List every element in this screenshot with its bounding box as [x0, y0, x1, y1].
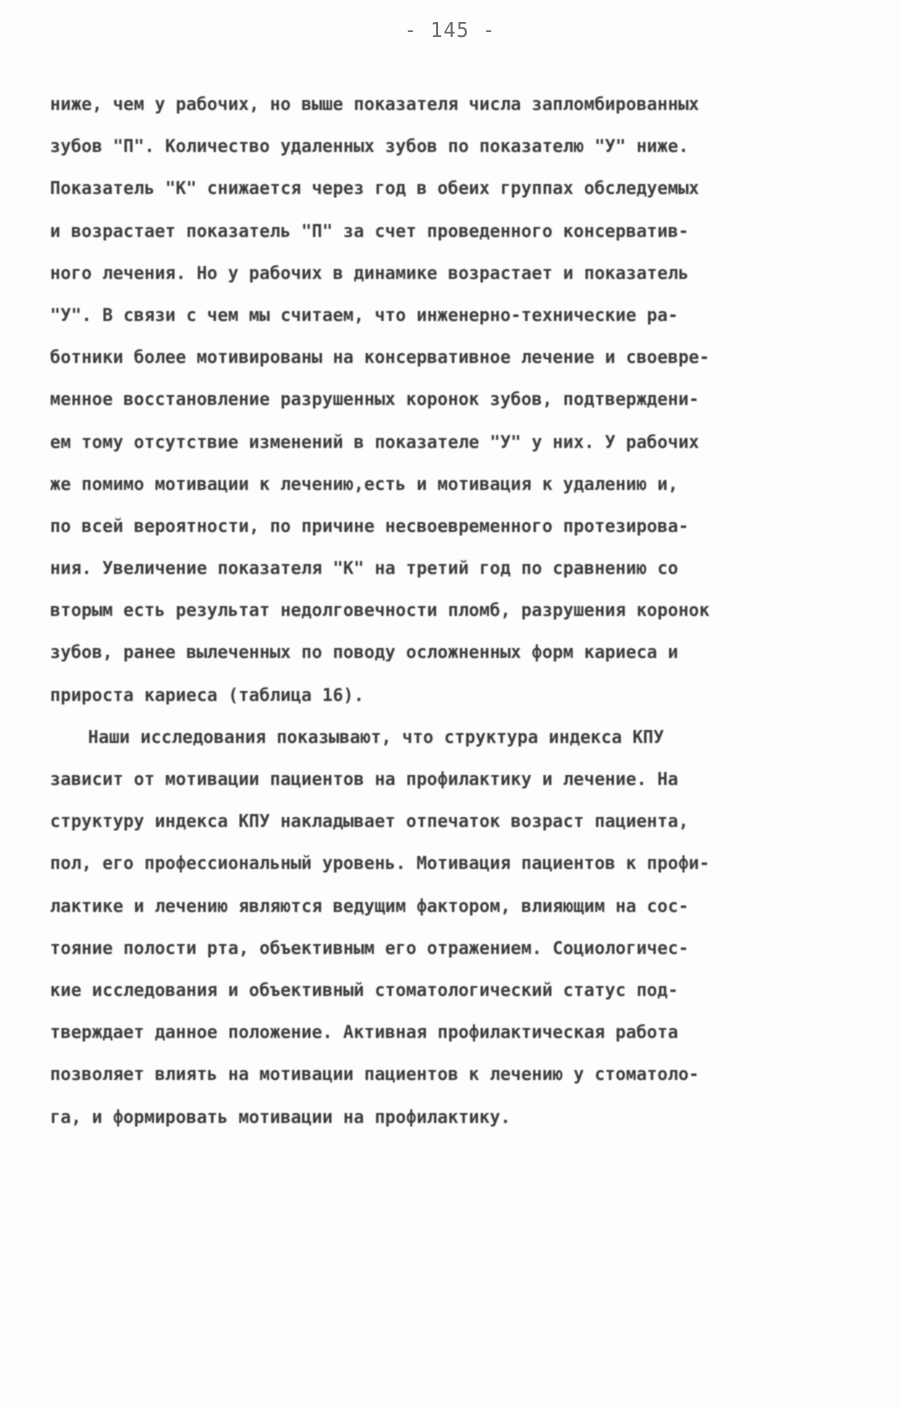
- text-line: пол, его профессиональный уровень. Мотивация пациентов к профи-: [50, 854, 710, 875]
- text-line: ботники более мотивированы на консервативное лечение и своевре-: [50, 348, 710, 369]
- text-line: тояние полости рта, объективным его отражением. Социологичес-: [50, 938, 689, 959]
- text-line: по всей вероятности, по причине несвоевременного протезирова-: [50, 516, 689, 537]
- text-line: структуру индекса КПУ накладывает отпечаток возраст пациента,: [50, 812, 689, 833]
- text-line: зависит от мотивации пациентов на профилактику и лечение. На: [50, 770, 679, 790]
- text-line: вторым есть результат недолговечности пломб, разрушения коронок: [50, 601, 710, 622]
- page-number: - 145 -: [404, 18, 496, 42]
- text-line: лактике и лечению являются ведущим фактором, влияющим на сос-: [50, 896, 689, 917]
- text-line: прироста кариеса (таблица 16).: [50, 685, 365, 706]
- body-text: [50, 84, 850, 1139]
- text-line: га, и формировать мотивации на профилактику.: [50, 1107, 511, 1128]
- text-line: тверждает данное положение. Активная профилактическая работа: [50, 1023, 679, 1044]
- text-line: ем тому отсутствие изменений в показателе "У" у них. У рабочих: [50, 432, 700, 453]
- paragraph-2: [50, 717, 850, 1139]
- text-line: ного лечения. Но у рабочих в динамике возрастает и показатель: [50, 263, 689, 284]
- text-line: ния. Увеличение показателя "К" на третий год по сравнению со: [50, 559, 679, 580]
- text-line: зубов, ранее вылеченных по поводу осложненных форм кариеса и: [50, 643, 679, 664]
- text-line: "У". В связи с чем мы считаем, что инженерно-технические ра-: [50, 305, 679, 326]
- text-line: менное восстановление разрушенных коронок зубов, подтверждени-: [50, 390, 700, 411]
- text-line: Наши исследования показывают, что структура индекса КПУ: [88, 727, 664, 748]
- text-line: ниже, чем у рабочих, но выше показателя числа запломбированных: [50, 95, 700, 115]
- text-line: позволяет влиять на мотивации пациентов к лечению у стоматоло-: [50, 1065, 700, 1086]
- paragraph-1: [50, 84, 850, 717]
- text-line: зубов "П". Количество удаленных зубов по показателю "У" ниже.: [50, 137, 689, 158]
- text-line: же помимо мотивации к лечению,есть и мотивация к удалению и,: [50, 474, 679, 495]
- text-line: кие исследования и объективный стоматологический статус под-: [50, 980, 679, 1001]
- text-line: Показатель "К" снижается через год в обеих группах обследуемых: [50, 179, 700, 200]
- text-line: и возрастает показатель "П" за счет проведенного консерватив-: [50, 221, 689, 242]
